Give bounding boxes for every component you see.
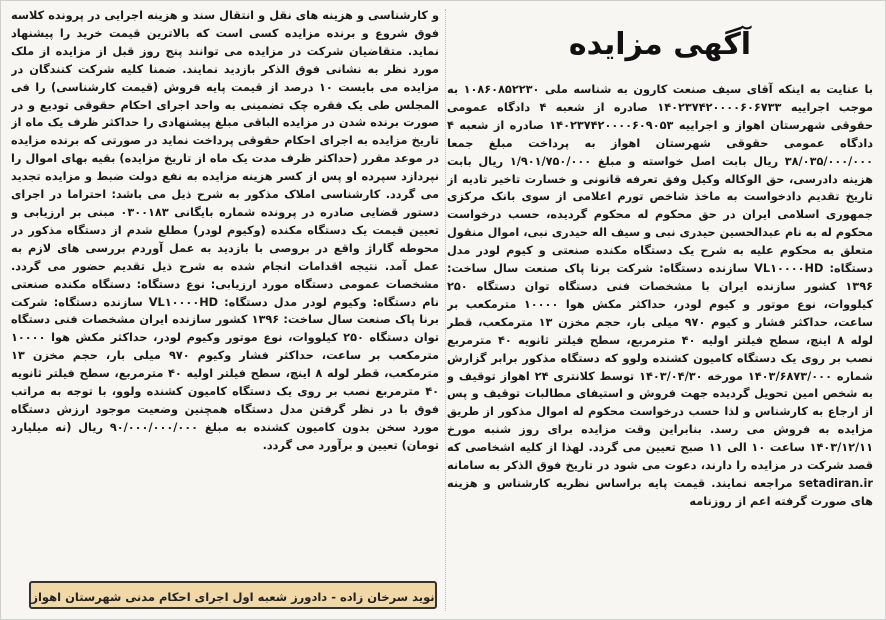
notice-body-part-2: و کارشناسی و هزینه های نقل و انتقال سند و هزینه اجرایی در پرونده کلاسه فوق شروع و برنده مزایده کسی است که بالاترین قیمت خرید را پیشنهاد نماید. متقاضیان شرکت در مزایده می توانند پنج روز قبل از مزایده از ملک مورد نظر به نشانی فوق الذکر بازدید نمایند. ضمنا کلیه شرکت کنندگان در مزایده می بایست ۱۰ درصد از قیمت پایه فروش (قیمت کارشناسی) را فی المجلس طی یک فقره چک تضمینی به واحد اجرای احکام حقوقی تودیع و در صورت برنده شدن در مزایده الباقی مبلغ پیشنهادی را حداکثر ظرف یک ماه از تاریخ مزایده به اجرای احکام حقوقی پرداخت نماید در صورتی که برنده مزایده در موعد مقرر (حداکثر ظرف مدت یک ماه از تاریخ مزایده) بقیه بهای اموال را نپردازد سپرده او پس از کسر هزینه مزایده به نفع دولت ضبط و مزایده تجدید می گردد. کارشناسی املاک مذکور به شرح ذیل می باشد: احتراما در اجرای دستور قضایی صادره در پرونده شماره بایگانی ۰۳۰۰۱۸۳ مبنی بر ارزیابی و تعیین قیمت یک دستگاه مکنده (وکیوم لودر) مطلع شدم از دستگاه مذکور در محوطه گاراژ واقع در بروصی با بازدید به عمل آوردم بررسی های لازم به عمل آمد. نتیجه اقدامات انجام شده به شرح ذیل تقدیم حضور می گردد. مشخصات عمومی دستگاه مورد ارزیابی: نوع دستگاه: دستگاه مکنده صنعتی نام دستگاه: وکیوم لودر مدل دستگاه: VL۱۰۰۰۰HD سازنده دستگاه: شرکت برنا پاک صنعت سال ساخت: ۱۳۹۶ کشور سازنده ایران مشخصات فنی دستگاه توان دستگاه ۲۵۰ کیلووات، نوع موتور وکیوم لودر، حداکثر مکش هوا ۱۰۰۰۰ مترمکعب بر ساعت، حداکثر فشار وکیوم ۹۷۰ میلی بار، حجم مخزن ۱۳ مترمکعب، قطر لوله ۸ اینچ، سطح فیلتر اولیه ۴۰ مترمربع، سطح فیلتر ثانویه ۴۰ مترمربع نصب بر روی یک دستگاه کامیون کشنده ولوو، با توجه به مراتب فوق با در نظر گرفتن مدل دستگاه همچنین وضعیت موجود ارزش دستگاه مورد سخن بدون کامیون کشنده به مبلغ ۹۰/۰۰۰/۰۰۰/۰۰۰ ریال (نه میلیارد تومان) تعیین و برآورد می گردد.: [11, 9, 439, 452]
notice-title: آگهی مزایده: [568, 27, 752, 62]
notice-left-column: [11, 7, 439, 571]
notice-signature: نوید سرخان زاده - دادورز شعبه اول اجرای احکام مدنی شهرستان اهواز: [31, 590, 435, 604]
column-divider: [445, 9, 446, 611]
notice-body-part-1: با عنایت به اینکه آقای سیف صنعت کارون به شناسه ملی ۱۰۸۶۰۸۵۲۲۳۰ به موجب اجراییه ۱۴۰۲۳۷۴۲۰۰۰۰۶۰۶۷۳۳ صادره از شعبه ۴ دادگاه عمومی حقوقی شهرستان اهواز و اجراییه ۱۴۰۲۳۷۴۲۰۰۰۰۶۰۹۰۵۳ صادره از شعبه ۴ دادگاه عمومی حقوقی شهرستان اهواز به پرداخت مبلغ جمعا ۳۸/۰۳۵/۰۰۰/۰۰۰ ریال بابت اصل خواسته و مبلغ ۱/۹۰۱/۷۵۰/۰۰۰ ریال بابت هزینه دادرسی، حق الوکاله وکیل وفق تعرفه قانونی و خسارت تاخیر تادیه از تاریخ تقدیم دادخواست به ماخذ شاخص تورم اعلامی از سوی بانک مرکزی جمهوری اسلامی ایران در حق محکوم له محکوم گردیده، حسب درخواست محکوم له به نام عبدالحسین حیدری نبی و سیف اله حیدری نبی، اموال منقول متعلق به محکوم علیه به شرح یک دستگاه مکنده صنعتی و کیوم لودر مدل دستگاه: VL۱۰۰۰۰HD سازنده دستگاه: شرکت برنا پاک صنعت سال ساخت: ۱۳۹۶ کشور سازنده ایران با مشخصات فنی دستگاه توان دستگاه ۲۵۰ کیلووات، نوع موتور و کیوم لودر، حداکثر مکش هوا ۱۰۰۰۰ مترمکعب بر ساعت، حداکثر فشار و کیوم ۹۷۰ میلی بار، حجم مخزن ۱۳ مترمکعب، قطر لوله ۸ اینچ، سطح فیلتر اولیه ۴۰ مترمربع، سطح فیلتر ثانویه ۴۰ مترمربع نصب بر روی یک دستگاه کامیون کشنده ولوو که دستگاه مذکور برابر گزارش شماره ۱۴۰۳/۶۸۷۳/۰۰۰ مورخه ۱۴۰۳/۰۴/۳۰ توسط کلانتری ۲۴ اهواز توقیف و به شخص امین تحویل گردیده جهت فروش و استیفای مطالبات توقیف و پس از ارجاع به کارشناس و لذا حسب درخواست محکوم له اموال مذکور از طریق مزایده به فروش می رسد. بنابراین وقت مزایده برای روز شنبه مورخ ۱۴۰۳/۱۲/۱۱ ساعت ۱۰ الی ۱۱ صبح تعیین می گردد. لهذا از کلیه اشخاصی که قصد شرکت در مزایده را دارند، دعوت می شود در تاریخ فوق الذکر به سامانه setadiran.ir مراجعه نمایند. قیمت پایه براساس نظریه کارشناس و هزینه های صورت گرفته اعم از روزنامه: [447, 83, 873, 508]
notice-right-column: [447, 7, 873, 613]
notice-signature-box: [29, 581, 437, 609]
